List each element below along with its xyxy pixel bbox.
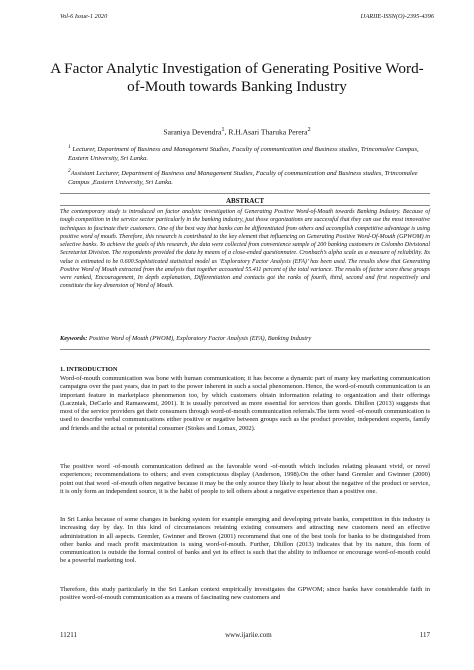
keywords-text: Positive Word of Mouth (PWOM), Exploratory Factor Analysis (EFA), Banking Industry [87,335,312,342]
paper-title: A Factor Analytic Investigation of Generating Positive Word-of-Mouth towards Banking Industry [50,60,424,95]
running-header [60,13,434,20]
abstract-text: The contemporary study is introduced on factor analytic investigation of Generating Positive Word-of-Mouth towards Banking Industry. Because of tough competition in the service sector particularly in the banking industry, just those organizations are successful that they can use the most innovative techniques to fascinate their customers. One of the best way that banks can be differentiated from others and accomplish competitive advantage is using positive word of mouth. Therefore, this research is contributed to the key element that influencing on Generating Positive Word-Of-Mouth (GPWOM) in selective banks. To achieve the goals of this research, the data were collected from convenience sample of 200 banking customers in Colombo Divisional Secretariat Division. The respondents provided the data by means of a close-ended questionnaire. Cronbach’s alpha scale as a measure of reliability. Its value is estimated to be 0.600.Sophisticated statistical model as ‘Exploratory Factor Analysis (EFA)’ has been used. The results show that Generating Positive Word of Mouth extracted from the analysis that together accounted 55.411 percent of the total variance. The results of factor score these groups were ranked, Encouragement, In depth explanation, Differentiation and contacts got the ranks of fourth, third, second and first respectively and constitute the key dimension of Word of Mouth. [60,209,430,290]
keywords [60,335,430,343]
section-heading-introduction: 1. INTRODUCTION [60,366,118,373]
page-footer [60,631,430,639]
header-volume: Vol-6 Issue-1 2020 [60,13,108,20]
author-1-sup: 1 [221,126,225,133]
abstract-rule-mid [60,205,430,206]
intro-paragraph-1: Word-of-mouth communication was bone with human communication; it has become a dynamic part of many key marketing communication campaigns over the past years, due in part to the power inherent in such a social phenomenon. Hence, the word-of-mouth communication is an important feature in marketplace phenomenon too, by which customers obtain information relating to organization and their offerings (Laczniak, DeCarlo and Ramaswami, 2001). It is usually perceived as more essential for services than goods. Dhillon (2013) suggests that most of the service providers get their consumers through word-of-mouth communication referrals.The term word -of-mouth communication is used to describe verbal communications either positive or negative between groups such as the product provider, independent experts, family and friends and the actual or potential consumer (Stokes and Lomax, 2002). [60,375,430,432]
affiliation-2-sup: 2 [68,168,71,174]
footer-website: www.ijariie.com [225,631,272,639]
intro-paragraph-2: The positive word -of-mouth communication defined as the favorable word -of-mouth which includes relating pleasant vivid, or novel experiences; recommendations to others; and even conspicuous display (Anderson, 1998).On the other hand Gremler and Gwinner (2000) point out that word -of-mouth often negative because it may be the only source they likely to hear about the negative of the product or service, it is only form an independent source, it is the habit of people to tell others about a negative experience than a positive one. [60,463,430,495]
author-1-name: Saraniya Devendra [163,127,222,137]
intro-paragraph-4: Therefore, this study particularly in the Sri Lankan context empirically investigates the GPWOM; since banks have considerable faith in positive word-of-mouth communication as a means of fascinating new customers and [60,586,430,602]
header-issn: IJARIIE-ISSN(O)-2395-4396 [360,13,434,20]
abstract-rule-bottom [60,349,430,350]
author-line [60,126,414,137]
abstract-heading: ABSTRACT [225,197,265,205]
affiliation-1 [68,143,426,163]
keywords-label: Keywords: [60,335,88,342]
footer-paper-id: 11211 [60,631,77,639]
affiliation-1-text: Lecturer, Department of Business and Management Studies, Faculty of communication and Business studies, Trincomalee Campus, Eastern University, Sri Lanka. [68,146,419,162]
intro-paragraph-3: In Sri Lanka because of some changes in banking system for example emerging and developing private banks, competition in this industry is increasing day by day. In this kind of circumstances retaining existing consumers and attracting new customers need an effective administration in all aspects. Gremler, Gwinner and Brown (2001) recommend that one of the best tools for banks to be distinguished from other banks and reach profit maximization is using word-of-mouth. Further, Dhillon (2013) indicates that by its nature, this form of communication is outside the formal control of banks and yet its effect is such that the ability to influence or encourage word-of-mouth could be a powerful marketing tool. [60,516,430,565]
footer-page-number: 117 [419,631,430,639]
affiliation-2-text: Assistant Lecturer, Department of Business and Management Studies, Faculty of communication and Business studies, Trincomalee Campus ,Eastern University, Sri Lanka. [68,170,418,186]
affiliation-1-sup: 1 [68,144,71,150]
author-2-name: , R.H.Asari Tharuka Perera [224,127,308,137]
affiliation-2 [68,167,426,187]
author-2-sup: 2 [307,126,311,133]
abstract-rule-top [60,193,430,194]
